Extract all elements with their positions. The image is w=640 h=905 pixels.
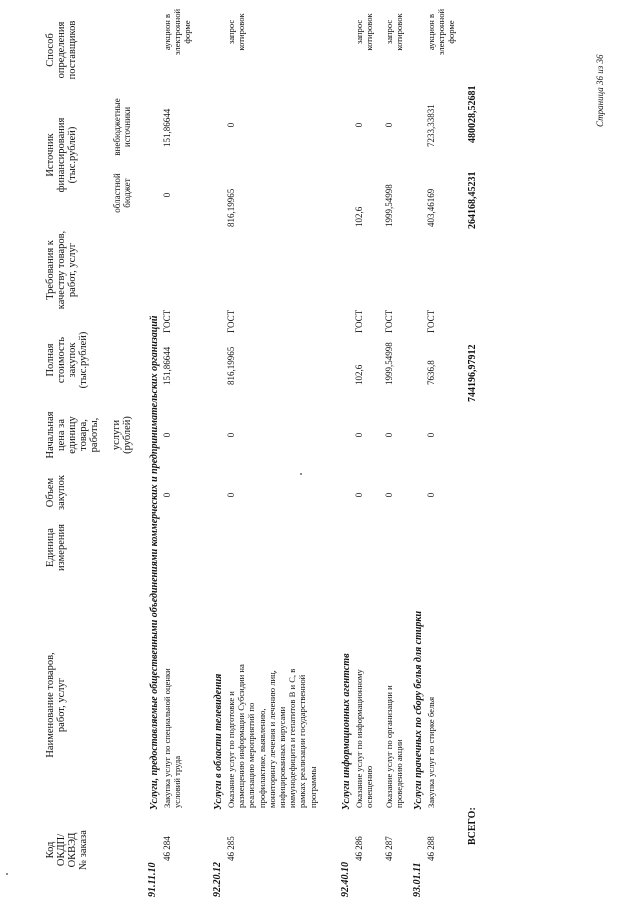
section-code: 92.20.12 [212,862,223,897]
item-regional: 1999,54998 [384,184,394,227]
total-regional: 264168,45231 [467,171,478,229]
item-cost: 102,6 [354,364,364,385]
header-unit: Единица измерения [45,524,67,571]
header-name: Наименование товаров, работ, услуг [45,652,67,758]
scan-speck [300,473,302,475]
item-extra: 151,86644 [162,108,172,147]
section-title: Услуги в области телевидения [213,673,224,810]
item-regional: 102,6 [354,206,364,227]
item-cost: 1999,54998 [384,342,394,385]
item-method: аукцион в электронной форме [426,8,457,56]
scan-speck [6,873,8,875]
header-source-extra: внебюджетные источники [112,98,132,156]
header-price: Начальная цена за единицу товара, работы, услуги (рублей) [45,411,133,459]
header-requirements: Требования к качеству товаров, работ, услуг [45,230,78,310]
item-volume: 0 [226,492,236,498]
total-extra: 480028,52681 [467,85,478,143]
item-volume: 0 [354,492,364,498]
item-requirements: ГОСТ [384,309,394,333]
order-number: 46 287 [384,836,394,861]
section-code: 93.01.11 [412,862,423,897]
item-price: 0 [354,432,364,438]
item-extra: 0 [354,122,364,128]
item-cost: 151,86644 [162,346,172,385]
header-cost: Полная стоимость закупок (тыс.рублей) [45,331,89,389]
item-method: запрос котировок [226,13,247,51]
item-price: 0 [162,432,172,438]
header-source: Источник финансирования (тыс.рублей) [45,117,78,193]
item-regional: 0 [162,192,172,198]
item-volume: 0 [162,492,172,498]
header-method: Способ определения поставщиков [45,20,78,80]
item-extra: 7233,33831 [426,104,436,147]
item-name: Оказание услуг по организации и проведению акции [384,685,405,808]
section-code: 92.40.10 [340,862,351,897]
item-price: 0 [426,432,436,438]
item-requirements: ГОСТ [354,309,364,333]
section-title: Услуги, предоставляемые общественными объединениями коммерческих и предпринимательских организаций [149,315,160,810]
item-regional: 816,19965 [226,188,236,227]
item-price: 0 [384,432,394,438]
item-regional: 403,46169 [426,188,436,227]
item-name: Оказание услуг по информационному освещению [354,669,375,808]
item-method: запрос котировок [384,13,405,51]
section-title: Услуги информационных агентств [341,653,352,810]
header-volume: Объем закупок [45,475,67,510]
item-requirements: ГОСТ [226,309,236,333]
page-number: Страница 36 из 36 [595,54,605,127]
item-volume: 0 [384,492,394,498]
total-cost: 744196,97912 [467,344,478,402]
header-code: Код ОКДП/ ОКВЭД № заказа [45,830,89,870]
item-cost: 7636,8 [426,360,436,385]
item-extra: 0 [226,122,236,128]
item-price: 0 [226,432,236,438]
item-method: аукцион в электронной форме [162,8,193,56]
order-number: 46 285 [226,836,236,861]
section-code: 91.11.10 [147,862,158,897]
item-cost: 816,19965 [226,346,236,385]
header-source-regional: областной бюджет [112,173,132,213]
order-number: 46 284 [162,836,172,861]
item-requirements: ГОСТ [426,309,436,333]
item-name: Закупка услуг по стирке белья [426,696,436,808]
order-number: 46 286 [354,836,364,861]
item-method: запрос котировок [354,13,375,51]
item-requirements: ГОСТ [162,309,172,333]
section-title: Услуги прачечных по сбору белья для стирки [413,610,424,810]
item-name: Закупка услуг по специальной оценки условий труда [162,668,183,808]
item-volume: 0 [426,492,436,498]
item-extra: 0 [384,122,394,128]
order-number: 46 288 [426,836,436,861]
item-name: Оказание услуг по подготовке и размещению информации Субсидии на реализацию мероприятий по профилактике, выявлению, мониторингу лечения и лечению лиц, инфицированных вирусами иммунодефицита и гепатитов В и С, в рамках реализации государственной программы [226,664,318,808]
total-label: ВСЕГО: [467,807,478,845]
